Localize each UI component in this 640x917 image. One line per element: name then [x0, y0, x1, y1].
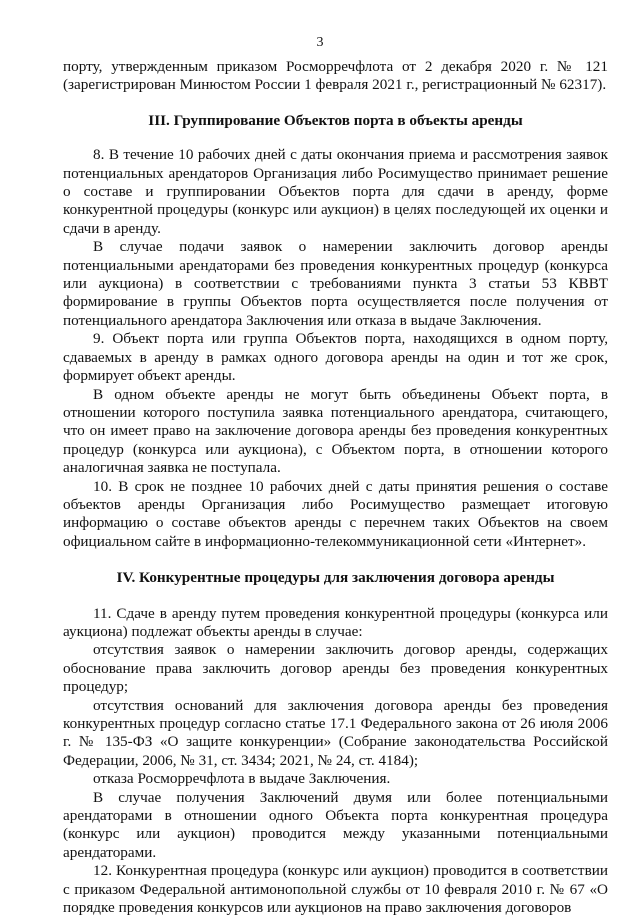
paragraph-11-case-3: отказа Росморречфлота в выдаче Заключения. — [93, 770, 391, 788]
section-3-heading: III. Группирование Объектов порта в объекты аренды — [148, 111, 523, 129]
paragraph-8: 8. В течение 10 рабочих дней с даты окончания приема и рассмотрения заявок потенциальных арендаторов Организация либо Росимущество принимает решение о составе и группировании Объектов порта для сдачи в аренду, форме конкурентной процедуры (конкурс или аукцион) в целях последующей их оценки и сдачи в аренду. — [63, 146, 608, 237]
paragraph-9: 9. Объект порта или группа Объектов порта, находящихся в одном порту, сдаваемых в аренду в рамках одного договора аренды на один и тот же срок, формирует объект аренды. — [63, 330, 608, 385]
paragraph-11-multiple: В случае получения Заключений двумя или более потенциальными арендаторами в отношении одного Объекта порта конкурентная процедура (конкурс или аукцион) проводится между указанными потенциальными арендаторами. — [63, 788, 608, 861]
document-body — [63, 58, 608, 917]
section-4-heading: IV. Конкурентные процедуры для заключения договора аренды — [116, 569, 555, 587]
paragraph-11-case-1: отсутствия заявок о намерении заключить договор аренды, содержащих обоснование права заключить договор аренды без проведения конкурентных процедур; — [63, 641, 608, 696]
paragraph-8-case: В случае подачи заявок о намерении заключить договор аренды потенциальными арендаторами без проведения конкурентных процедур (конкурса или аукциона) в соответствии с требованиями пункта 3 статьи 53 КВВТ формирование в группы Объектов порта осуществляется после получения от потенциального арендатора Заключения или отказа в выдаче Заключения. — [63, 238, 608, 329]
page-number: 3 — [316, 35, 324, 50]
paragraph-9-restriction: В одном объекте аренды не могут быть объединены Объект порта, в отношении которого поступила заявка потенциального арендатора, считающего, что он имеет право на заключение договора аренды без проведения конкурентных процедур (конкурса или аукциона), с Объектом порта, в отношении которого аналогичная заявка не поступала. — [63, 385, 608, 477]
paragraph-11: 11. Сдаче в аренду путем проведения конкурентной процедуры (конкурса или аукциона) подлежат объекты аренды в случае: — [63, 604, 608, 640]
paragraph-10: 10. В срок не позднее 10 рабочих дней с даты принятия решения о составе объектов аренды Организация либо Росимущество размещает итоговую информацию о составе объектов аренды с перечнем таких Объектов на своем официальном сайте в информационно-телекоммуникационной сети «Интернет». — [63, 477, 608, 550]
intro-paragraph: порту, утвержденным приказом Росморречфлота от 2 декабря 2020 г. № 121 (зарегистрирован Минюстом России 1 февраля 2021 г., регистрационный № 62317). — [63, 58, 608, 94]
paragraph-12: 12. Конкурентная процедура (конкурс или аукцион) проводится в соответствии с приказом Федеральной антимонопольной службы от 10 февраля 2010 г. № 67 «О порядке проведения конкурсов или аукционов на право заключения договоров — [63, 862, 608, 917]
paragraph-11-case-2: отсутствия оснований для заключения договора аренды без проведения конкурентных процедур согласно статье 17.1 Федерального закона от 26 июля 2006 г. № 135-ФЗ «О защите конкуренции» (Собрание законодательства Российской Федерации, 2006, № 31, ст. 3434; 2021, № 24, ст. 4184); — [63, 696, 608, 769]
